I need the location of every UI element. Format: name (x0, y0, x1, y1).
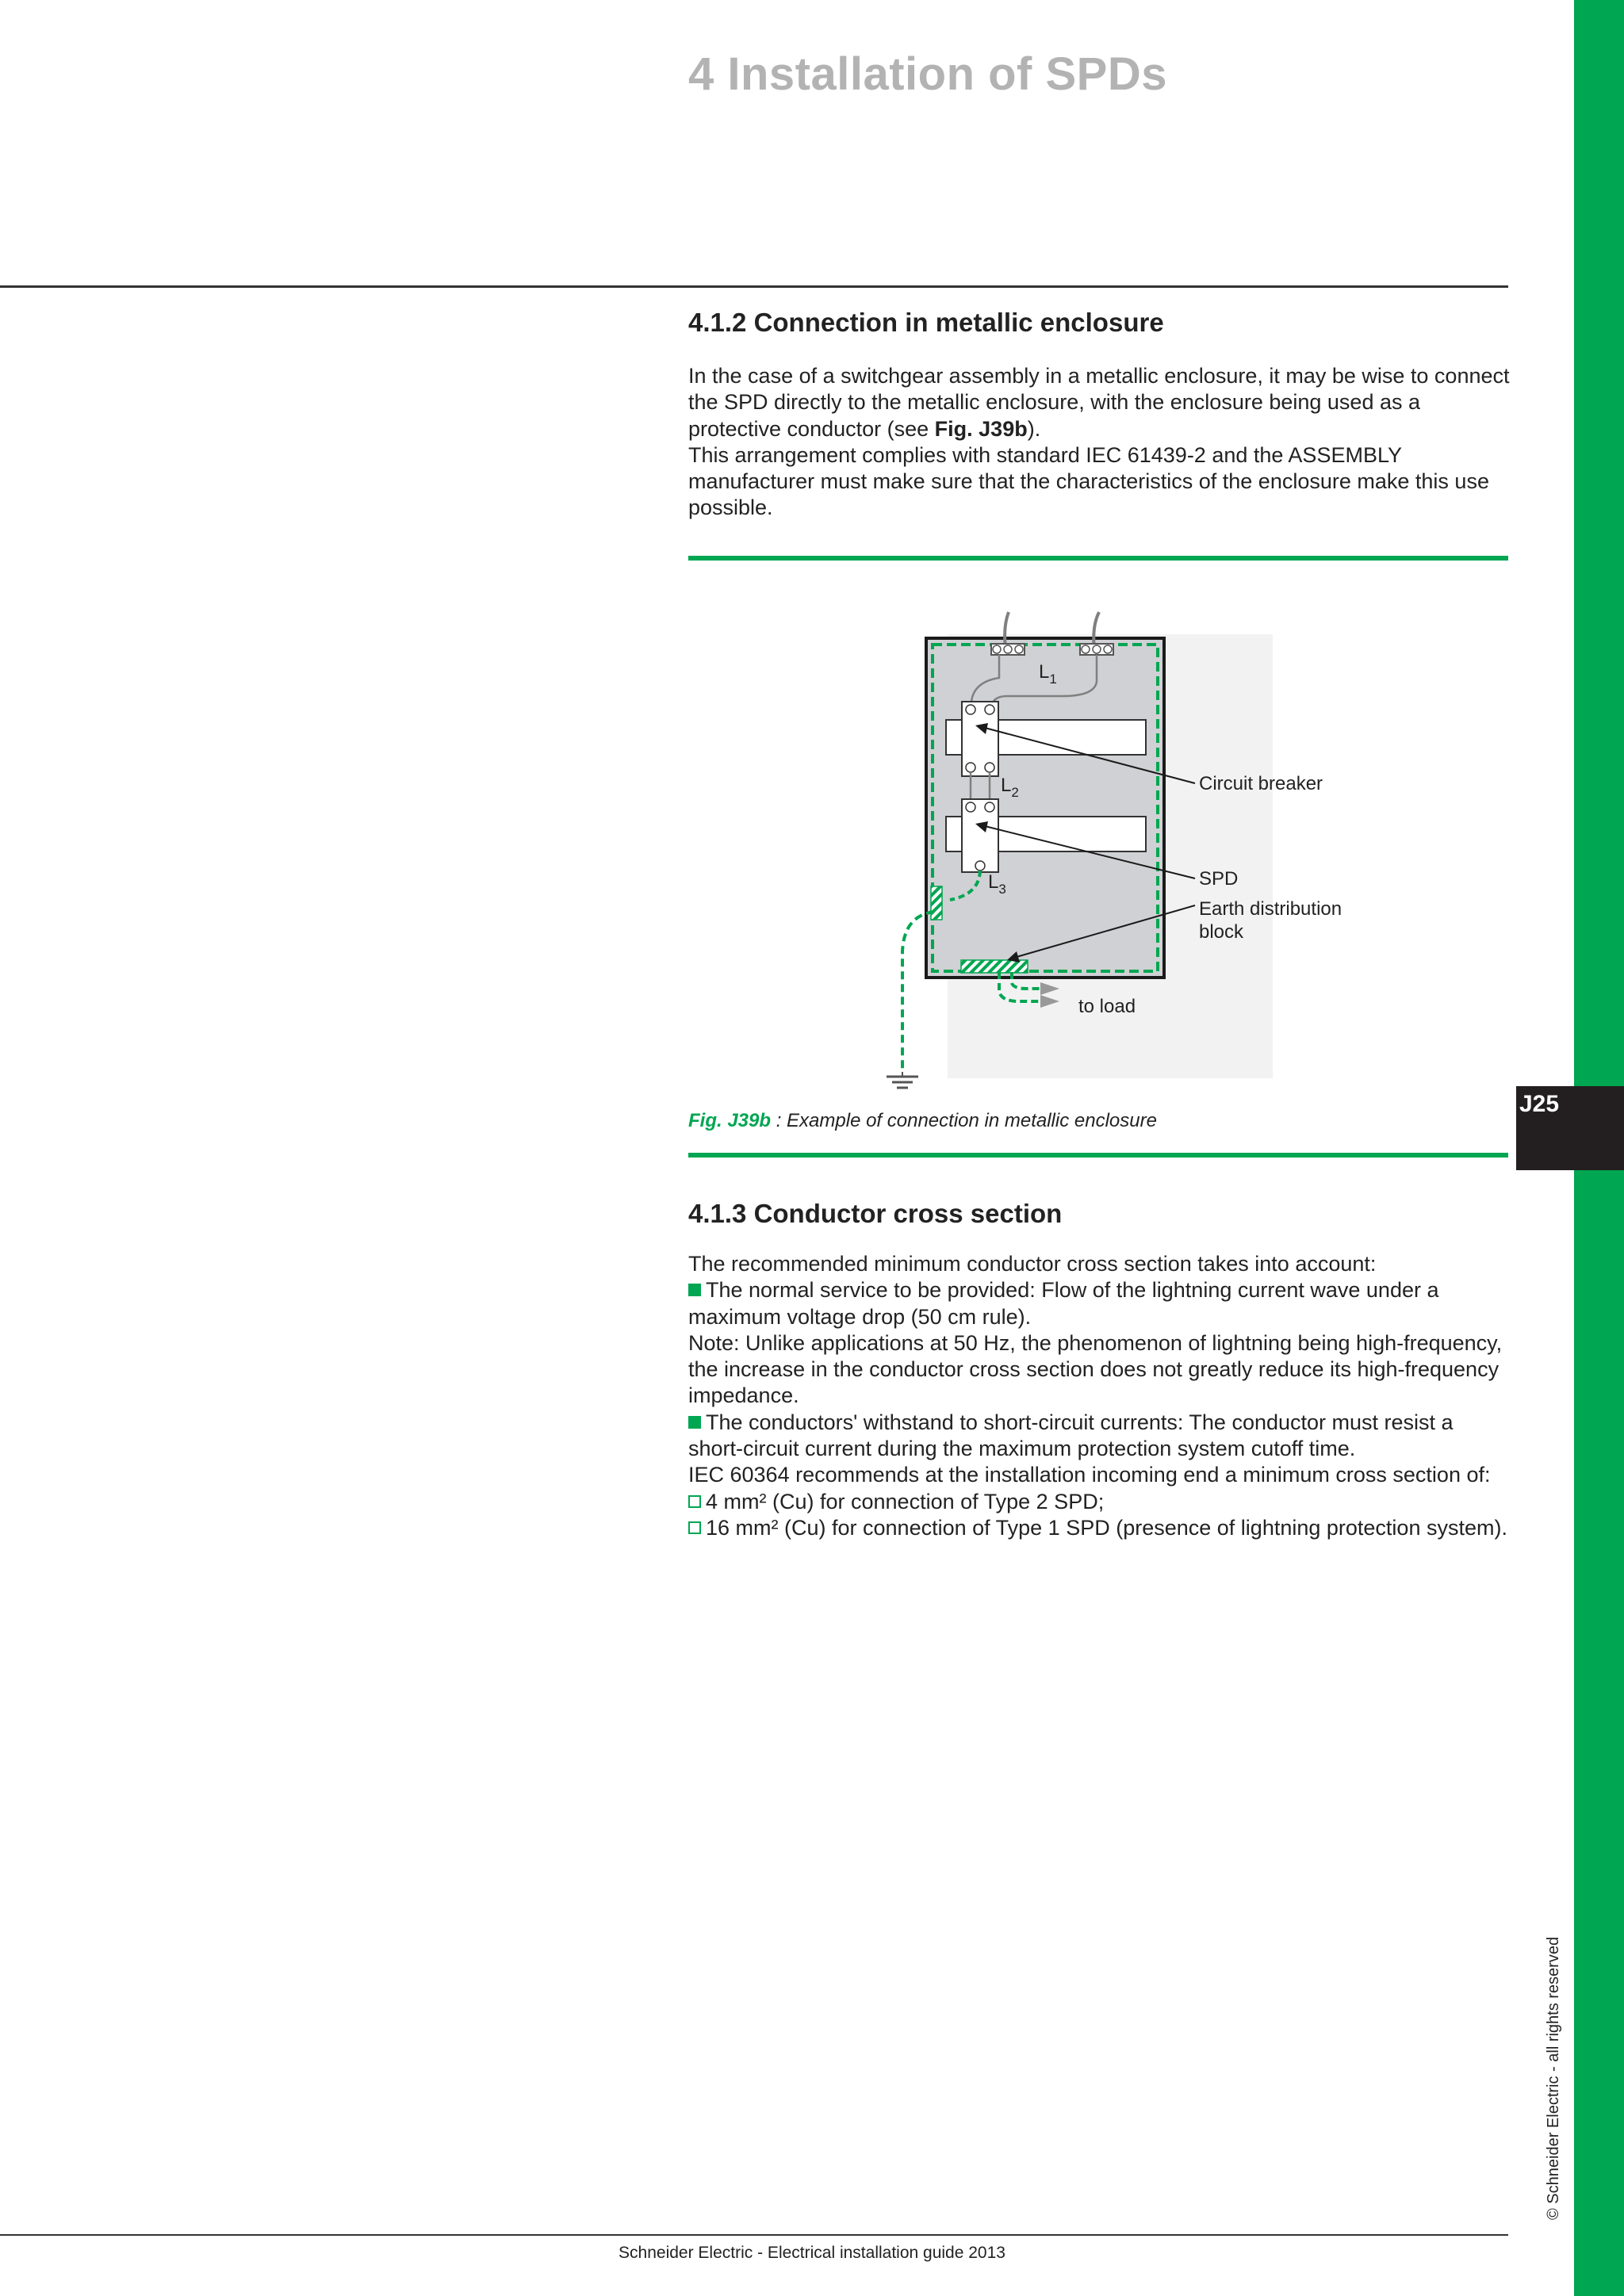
caption-text: : Example of connection in metallic enclosure (771, 1110, 1157, 1131)
list-item-text: The normal service to be provided: Flow of the lightning current wave under a maximum voltage drop (50 cm rule). (688, 1278, 1439, 1329)
page-number: J25 (1519, 1091, 1560, 1117)
sub-list-item (688, 1489, 1513, 1515)
section-4-1-2-heading: 4.1.2 Connection in metallic enclosure (688, 308, 1164, 337)
section-4-1-3-heading: 4.1.3 Conductor cross section (688, 1199, 1063, 1228)
figure-bottom-rule (688, 1153, 1508, 1158)
bullet-icon (688, 1416, 701, 1429)
label-earth-distribution-block: block (1199, 921, 1244, 943)
copyright-notice: © Schneider Electric - all rights reserved (1545, 1936, 1562, 2220)
list-item (688, 1277, 1513, 1330)
paragraph: Note: Unlike applications at 50 Hz, the phenomenon of lightning being high-frequency, the increase in the conductor cross section does not greatly reduce its high-frequency impedance. (688, 1330, 1503, 1408)
figure-number: Fig. J39b (688, 1110, 772, 1131)
figure-j39b (872, 603, 1388, 1110)
sub-bullet-icon (688, 1495, 701, 1508)
paragraph: IEC 60364 recommends at the installation incoming end a minimum cross section of: (688, 1463, 1491, 1487)
sub-bullet-icon (688, 1521, 701, 1534)
list-item-text: 16 mm² (Cu) for connection of Type 1 SPD (presence of lightning protection system). (706, 1515, 1507, 1540)
label-l3: $L_3$ (988, 871, 1006, 897)
bullet-icon (688, 1284, 701, 1296)
chapter-title: 4 Installation of SPDs (688, 48, 1167, 100)
paragraph-text: ). (1027, 416, 1041, 441)
label-l2: $L_2$ (1001, 775, 1019, 800)
label-l1: $L_1$ (1039, 661, 1057, 687)
sub-list-item (688, 1515, 1513, 1541)
figure-reference: Fig. J39b (934, 416, 1028, 441)
list-item-text: 4 mm² (Cu) for connection of Type 2 SPD; (706, 1489, 1105, 1513)
paragraph-text: In the case of a switchgear assembly in a metallic enclosure, it may be wise to connect the SPD directly to the metallic enclosure, with the enclosure being used as a protective conductor (see (688, 364, 1510, 441)
page-footer: Schneider Electric - Electrical installation guide 2013 (619, 2244, 1005, 2262)
section-4-1-3-body (688, 1251, 1513, 1541)
section-4-1-2-body (688, 363, 1513, 522)
enclosure-earth-clamp (931, 886, 942, 920)
paragraph: The recommended minimum conductor cross section takes into account: (688, 1252, 1377, 1276)
header-rule (0, 285, 1508, 288)
list-item (688, 1410, 1513, 1463)
label-earth-distribution: Earth distribution (1199, 898, 1342, 920)
label-to-load: to load (1078, 996, 1136, 1017)
label-spd: SPD (1199, 868, 1239, 890)
label-circuit-breaker: Circuit breaker (1199, 773, 1323, 794)
figure-caption (688, 1110, 1157, 1132)
list-item-text: The conductors' withstand to short-circuit currents: The conductor must resist a short-circuit current during the maximum protection system cutoff time. (688, 1410, 1454, 1461)
page-number-tab (1516, 1086, 1624, 1170)
footer-rule (0, 2234, 1508, 2236)
figure-top-rule (688, 556, 1508, 561)
enclosure-diagram (872, 603, 1388, 1110)
paragraph: This arrangement complies with standard IEC 61439-2 and the ASSEMBLY manufacturer must make sure that the characteristics of the enclosure make this use possible. (688, 442, 1489, 520)
paragraph (688, 363, 1513, 442)
